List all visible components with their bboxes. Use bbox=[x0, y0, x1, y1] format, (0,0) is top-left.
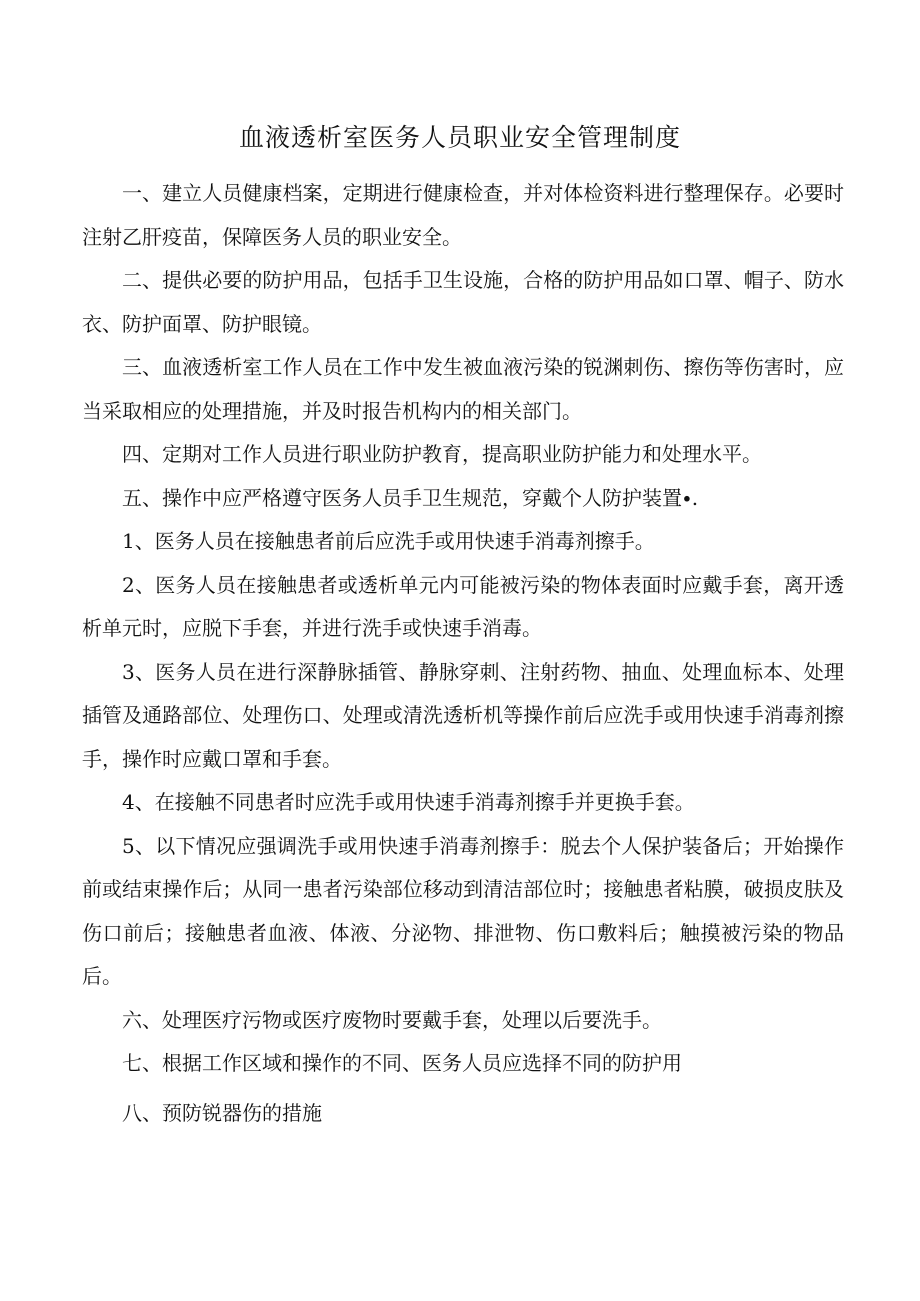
paragraph-sub-5: 5、以下情况应强调洗手或用快速手消毒剂擦手：脱去个人保护装备后；开始操作前或结束操作后；从同一患者污染部位移动到清洁部位时；接触患者粘膜，破损皮肤及伤口前后；接触患者血液、体液、分泌物、排泄物、伤口敷料后；触摸被污染的物品后。 bbox=[82, 833, 844, 988]
paragraph-sub-3: 3、医务人员在进行深静脉插管、静脉穿刺、注射药物、抽血、处理血标本、处理插管及通路部位、处理伤口、处理或清洗透析机等操作前后应洗手或用快速手消毒剂擦手，操作时应戴口罩和手套。 bbox=[82, 659, 844, 771]
paragraph-8: 八、预防锐器伤的措施 bbox=[122, 1100, 322, 1125]
paragraph-5: 五、操作中应严格遵守医务人员手卫生规范，穿戴个人防护装置∙. bbox=[122, 485, 699, 510]
document-body bbox=[82, 172, 844, 1135]
paragraph-3: 三、血液透析室工作人员在工作中发生被血液污染的锐渊刺伤、擦伤等伤害时，应当采取相应的处理措施，并及时报告机构内的相关部门。 bbox=[82, 355, 844, 423]
paragraph-sub-2: 2、医务人员在接触患者或透析单元内可能被污染的物体表面时应戴手套，离开透析单元时，应脱下手套，并进行洗手或快速手消毒。 bbox=[82, 572, 844, 640]
paragraph-1: 一、建立人员健康档案，定期进行健康检查，并对体检资料进行整理保存。必要时注射乙肝疫苗，保障医务人员的职业安全。 bbox=[82, 181, 844, 249]
paragraph-6: 六、处理医疗污物或医疗废物时要戴手套，处理以后要洗手。 bbox=[122, 1007, 662, 1032]
paragraph-7: 七、根据工作区域和操作的不同、医务人员应选择不同的防护用 bbox=[122, 1051, 682, 1075]
paragraph-sub-4: 4、在接触不同患者时应洗手或用快速手消毒剂擦手并更换手套。 bbox=[122, 790, 695, 814]
paragraph-sub-1: 1、医务人员在接触患者前后应洗手或用快速手消毒剂擦手。 bbox=[122, 529, 655, 553]
document-title: 血液透析室医务人员职业安全管理制度 bbox=[238, 123, 681, 152]
paragraph-2: 二、提供必要的防护用品，包括手卫生设施，合格的防护用品如口罩、帽子、防水衣、防护面罩、防护眼镜。 bbox=[82, 268, 844, 336]
paragraph-4: 四、定期对工作人员进行职业防护教育，提高职业防护能力和处理水平。 bbox=[122, 442, 762, 466]
